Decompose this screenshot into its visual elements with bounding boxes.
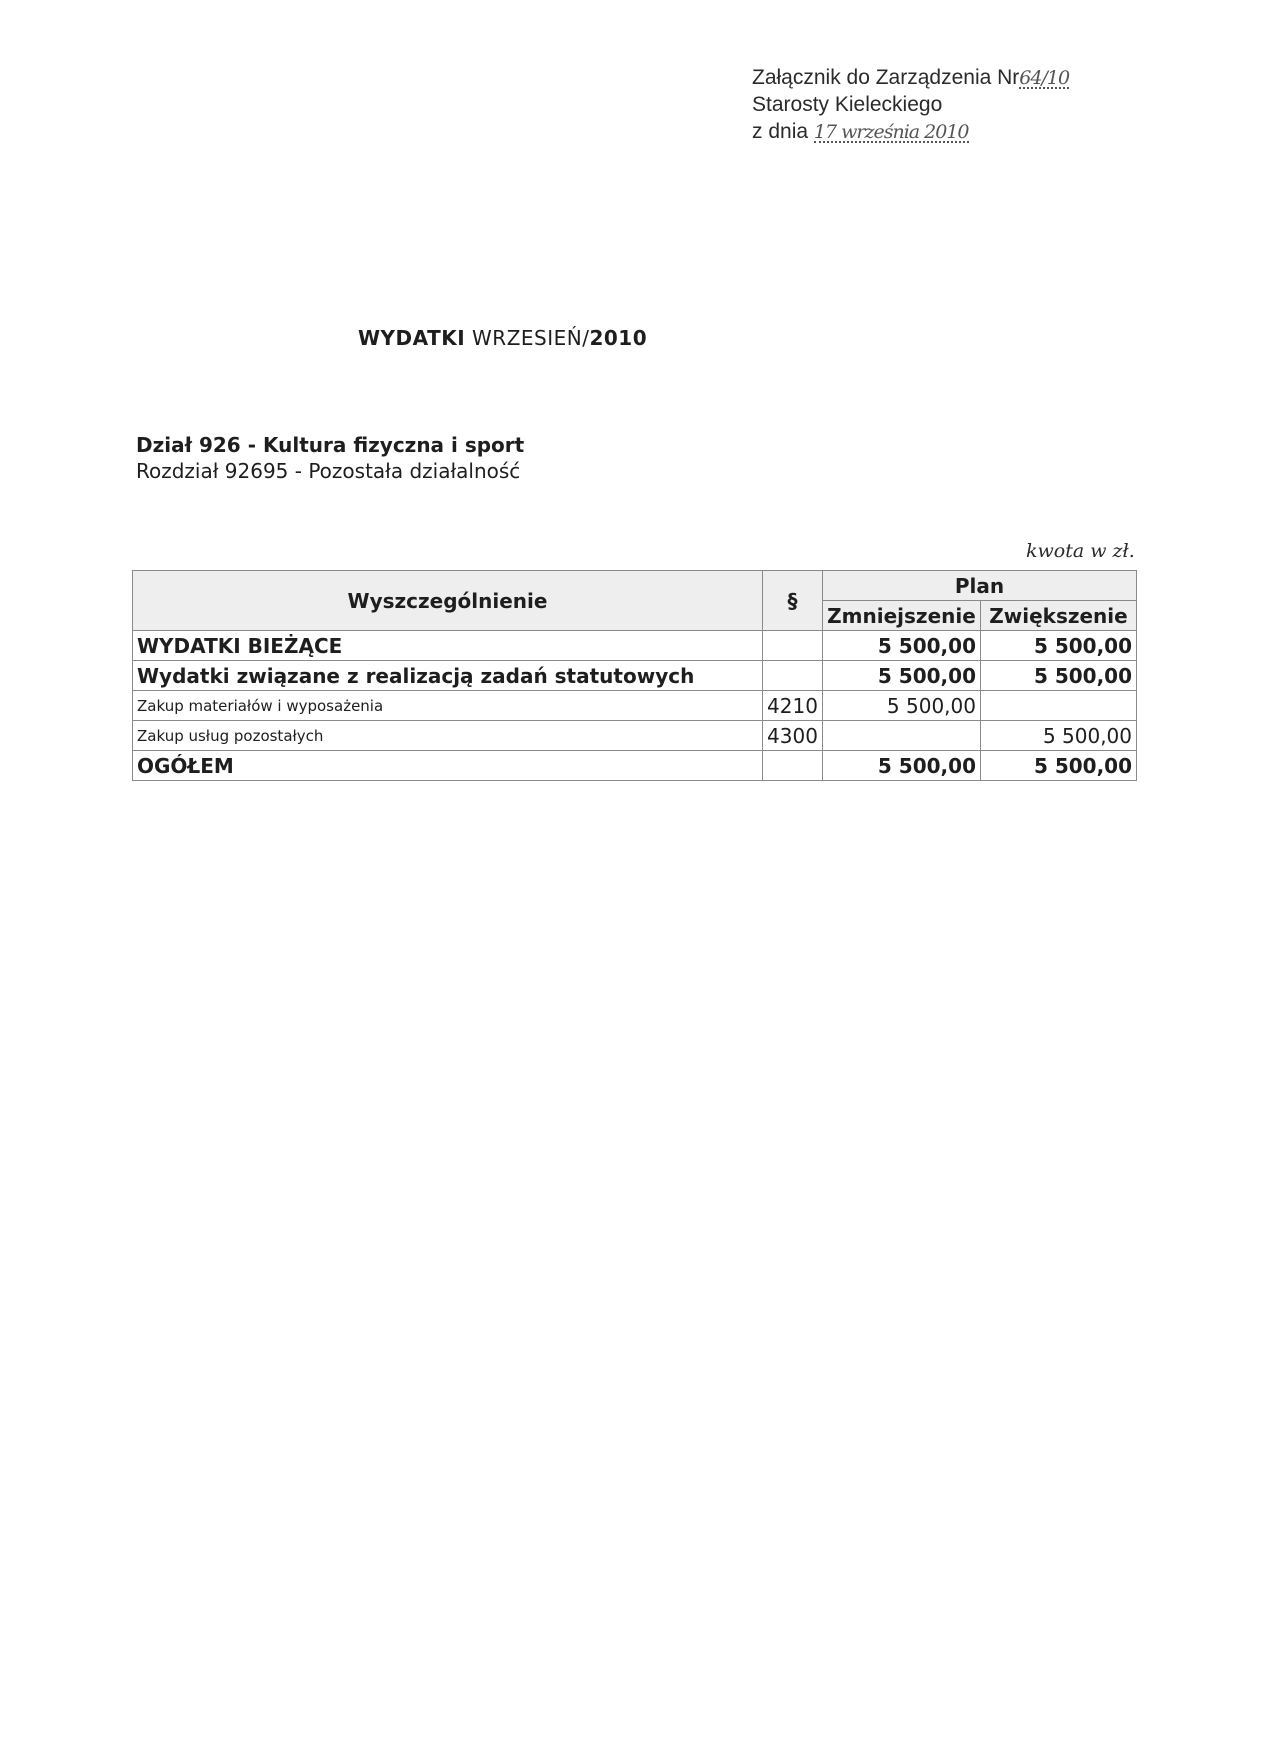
- title-part-3: 2010: [589, 326, 648, 350]
- document-header: [752, 64, 1069, 145]
- title-part-1: WYDATKI: [358, 326, 466, 350]
- row-increase: 5 500,00: [980, 661, 1136, 691]
- row-decrease: 5 500,00: [823, 661, 981, 691]
- header-decrease: Zmniejszenie: [823, 601, 981, 631]
- header-description: Wyszczególnienie: [133, 571, 763, 631]
- row-paragraph: 4210: [763, 691, 823, 721]
- header-increase: Zwiększenie: [980, 601, 1136, 631]
- header-plan: Plan: [823, 571, 1137, 601]
- row-increase: [980, 691, 1136, 721]
- row-paragraph: 4300: [763, 721, 823, 751]
- header-line-3: [752, 118, 1069, 145]
- row-description: WYDATKI BIEŻĄCE: [133, 631, 763, 661]
- section-heading: [136, 432, 524, 484]
- row-paragraph: [763, 661, 823, 691]
- expenses-table: [132, 570, 1137, 781]
- table-row: [133, 631, 1137, 661]
- row-paragraph: [763, 751, 823, 781]
- row-increase: 5 500,00: [980, 751, 1136, 781]
- amount-unit-note: kwota w zł.: [1026, 540, 1135, 562]
- table-row: [133, 691, 1137, 721]
- page-title: [358, 326, 647, 350]
- dzial-label: Dział 926 - Kultura fizyczna i sport: [136, 433, 525, 457]
- table-row: [133, 721, 1137, 751]
- row-description: Zakup materiałów i wyposażenia: [133, 691, 763, 721]
- table-row-total: [133, 751, 1137, 781]
- row-decrease: 5 500,00: [823, 691, 981, 721]
- row-decrease: 5 500,00: [823, 631, 981, 661]
- row-description: Wydatki związane z realizacją zadań statutowych: [133, 661, 763, 691]
- handwritten-order-number: 64/10: [1019, 67, 1070, 89]
- header-paragraph: §: [763, 571, 823, 631]
- table-row: [133, 661, 1137, 691]
- rozdzial-label: Rozdział 92695 - Pozostała działalność: [136, 459, 521, 483]
- row-decrease: [823, 721, 981, 751]
- header-annex-label: Załącznik do Zarządzenia Nr: [752, 66, 1020, 89]
- row-paragraph: [763, 631, 823, 661]
- title-part-2: WRZESIEŃ/: [472, 326, 590, 350]
- row-increase: 5 500,00: [980, 631, 1136, 661]
- row-description: Zakup usług pozostałych: [133, 721, 763, 751]
- header-date-label: z dnia: [752, 120, 809, 143]
- row-decrease: 5 500,00: [823, 751, 981, 781]
- header-line-2: Starosty Kieleckiego: [752, 93, 943, 116]
- row-description: OGÓŁEM: [133, 751, 763, 781]
- table-header-row: [133, 571, 1137, 601]
- handwritten-date: 17 września 2010: [813, 121, 969, 143]
- row-increase: 5 500,00: [980, 721, 1136, 751]
- header-line-1: [752, 64, 1069, 91]
